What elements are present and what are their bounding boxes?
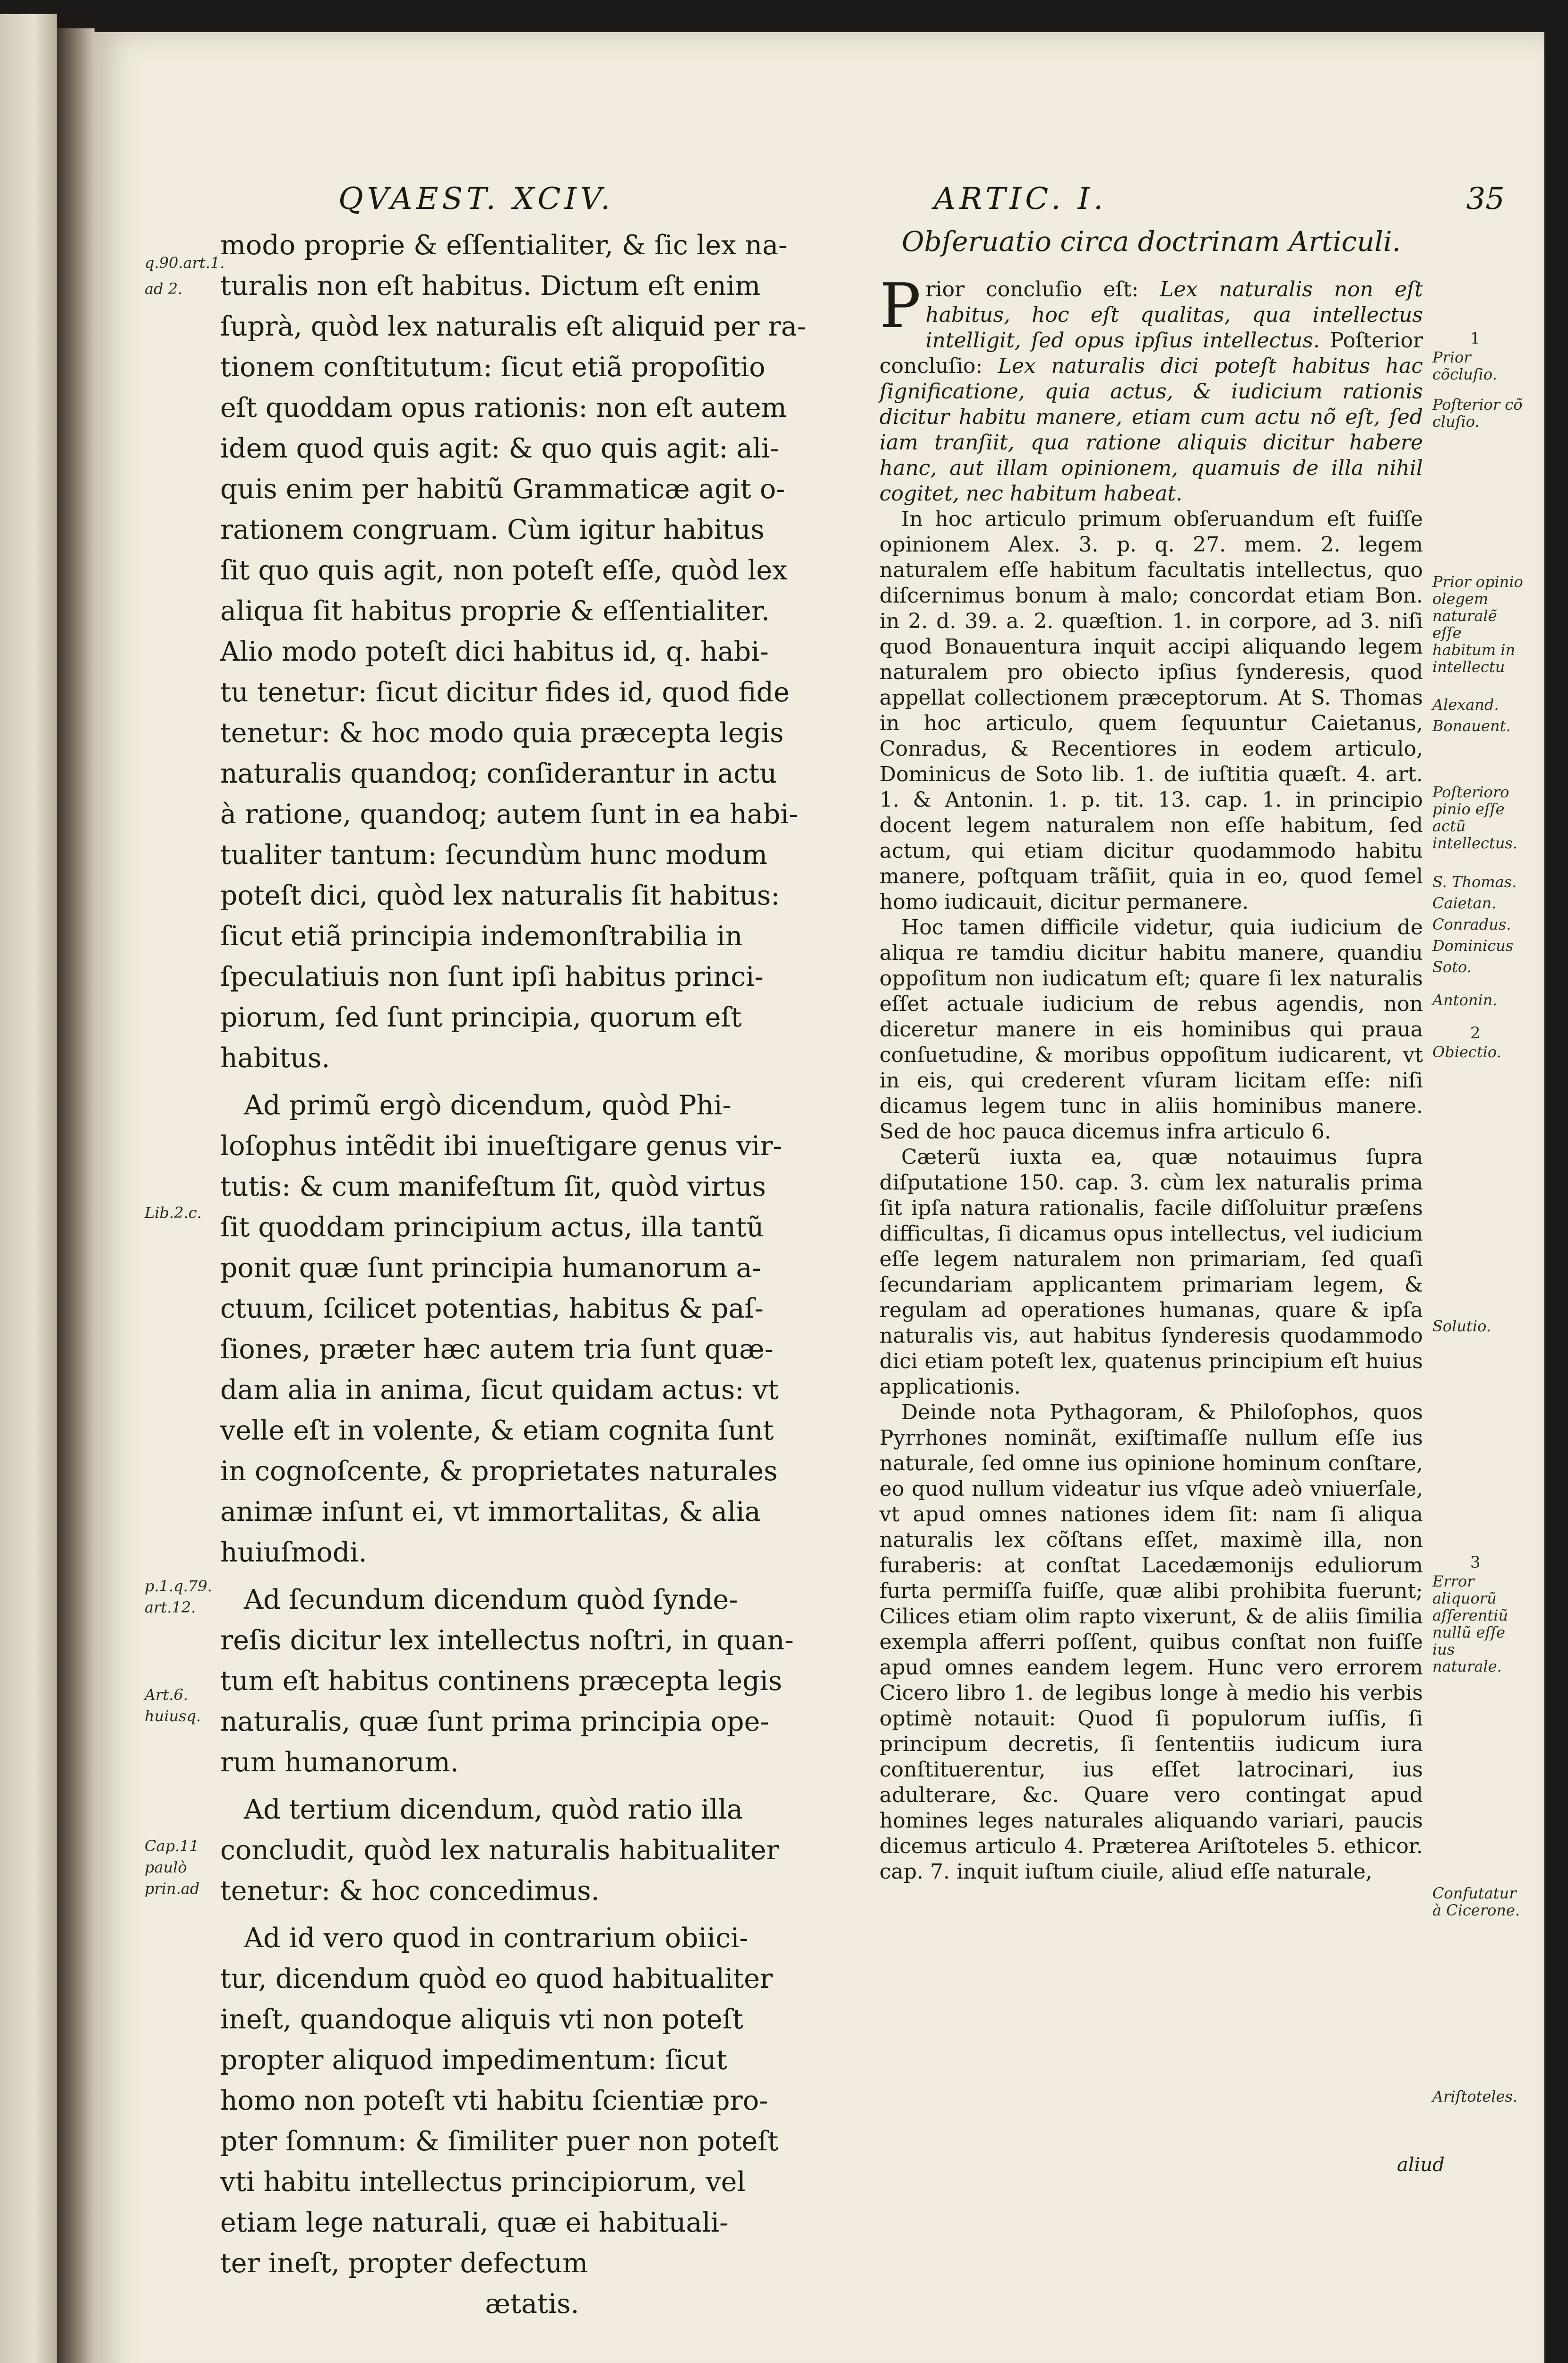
right-margin-note: Prior cõcluſio. — [1432, 348, 1497, 383]
left-text-line: naturalis quandoq; conſiderantur in actu — [220, 758, 777, 789]
previous-page-edge — [0, 14, 57, 2363]
observation-paragraph: In hoc articulo primum obſeruandum eſt fuiſſe opinionem Alex. 3. p. q. 27. mem. 2. legem naturalem eſſe habitum facultatis intellectus, quo diſcernimus bonum à malo; concordat etiam Bon. in 2. d. 39. a. 2. quæſtion. 1. in corpore, ad 3. niſi quod Bonauentura inquit accipi aliquando legem naturalem pro obiecto ipſius ſynderesis, quod appellat collectionem præceptorum. At S. Thomas in hoc articulo, quem ſequuntur Caietanus, Conradus, & Recentiores in eodem articulo, Dominicus de Soto lib. 1. de iuſtitia quæſt. 4. art. 1. & Antonin. 1. p. tit. 13. cap. 1. in principio docent legem naturalem non eſſe habitum, ſed actum, qui etiam dicitur quodammodo habitu manere, poſtquam trãſiit, quia in eo, quod ſemel homo iudicauit, dicitur permanere. — [879, 507, 1423, 914]
drop-cap-initial: P — [879, 270, 921, 342]
left-text-line: etiam lege naturali, quæ ei habituali- — [220, 2207, 729, 2238]
left-text-line: ſpeculatiuis non ſunt ipſi habitus princi- — [220, 961, 764, 992]
left-text-line: Ad primũ ergò dicendum, quòd Phi- — [244, 1090, 732, 1121]
left-text-line: ſicut etiã principia indemonſtrabilia in — [220, 921, 743, 952]
left-text-line: dam alia in anima, ſicut quidam actus: vt — [220, 1374, 779, 1406]
left-text-line: velle eſt in volente, & etiam cognita ſunt — [220, 1415, 774, 1446]
right-margin-note: 1 — [1470, 329, 1481, 348]
left-text-line: tum eſt habitus continens præcepta legis — [220, 1665, 783, 1697]
left-text-line: turalis non eſt habitus. Dictum eſt enim — [220, 270, 761, 302]
left-text-line: reſis dicitur lex intellectus noſtri, in quan- — [220, 1625, 794, 1656]
left-text-line: Ad id vero quod in contrarium obiici- — [244, 1923, 749, 1954]
observation-paragraphs — [879, 507, 1423, 1885]
running-head-right: ARTIC. I. — [934, 181, 1107, 216]
left-margin-note: p.1.q.79. — [145, 1577, 212, 1595]
right-margin-note: Prior opinio olegem naturalẽ eſſe habitum in intellectu — [1432, 573, 1523, 676]
left-text-line: Ad tertium dicendum, quòd ratio illa — [244, 1794, 743, 1825]
left-text-line: ſit quoddam principium actus, illa tantũ — [220, 1212, 764, 1243]
left-text-line: piorum, ſed ſunt principia, quorum eſt — [220, 1002, 742, 1033]
right-margin-note: 2 — [1470, 1024, 1481, 1043]
running-head-left: QVAEST. XCIV. — [338, 181, 614, 216]
left-margin-note: art.12. — [145, 1598, 196, 1616]
left-text-line: rum humanorum. — [220, 1747, 459, 1778]
left-final-word: ætatis. — [485, 2288, 579, 2320]
left-text-line: à ratione, quandoq; autem ſunt in ea habi- — [220, 799, 798, 830]
left-text-line: ineſt, quandoque aliquis vti non poteſt — [220, 2004, 743, 2035]
left-paragraph — [220, 1789, 844, 1911]
left-text-line: propter aliquod impedimentum: ſicut — [220, 2044, 727, 2076]
folio-number: 35 — [1466, 181, 1505, 216]
left-text-line: ſiones, præter hæc autem tria ſunt quæ- — [220, 1334, 774, 1365]
observation-title: Obſeruatio circa doctrinam Articuli. — [902, 225, 1401, 258]
left-text-line: in cognoſcente, & proprietates naturales — [220, 1456, 778, 1487]
left-text-line: pter ſomnum: & ſimiliter puer non poteſt — [220, 2126, 779, 2157]
left-text-line: tutis: & cum manifeſtum ſit, quòd virtus — [220, 1171, 766, 1202]
observation-intro: Prior concluſio eſt: Lex naturalis non eſt habitus, hoc eſt qualitas, qua intellectus intelligit, ſed opus ipſius intellectus. Poſterior concluſio: Lex naturalis dici poteſt habitus hac ſignificatione, quia actus, & iudicium rationis dicitur habitu manere, etiam cum actu nõ eſt, ſed iam tranſiit, qua ratione aliquis dicitur habere hanc, aut illam opinionem, quamuis de illa nihil cogitet, nec habitum habeat. — [879, 270, 1423, 506]
left-paragraph — [220, 1918, 844, 2284]
left-text-line: aliqua ſit habitus proprie & eſſentialiter. — [220, 595, 770, 627]
book-gutter — [57, 28, 95, 2363]
right-margin-note: Poſterior cõ cluſio. — [1432, 396, 1523, 431]
left-margin-note: prin.ad — [145, 1880, 200, 1897]
left-text-line: ponit quæ ſunt principia humanorum a- — [220, 1252, 761, 1284]
left-text-line: naturalis, quæ ſunt prima principia ope- — [220, 1706, 769, 1737]
left-responses — [220, 1085, 844, 2284]
observation-paragraph: Deinde nota Pythagoram, & Philoſophos, quos Pyrrhones nominãt, exiſtimaſſe nullum eſſe ius naturale, ſed omne ius opinione hominum conſtare, eo quod nullum videatur ius vſque adeò vniuerſale, vt apud omnes nationes idem ſit: nam ſi aliqua naturalis lex cõſtans eſſet, maximè illa, non furaberis: at conſtat Lacedæmonijs eduliorum furta permiſſa fuiſſe, quæ alibi prohibita fuerunt; Cilices etiam olim rapto vixerunt, & de aliis ſimilia exempla afferri poſſent, quibus conſtat non fuiſſe apud omnes eandem legem. Hunc vero errorem Cicero libro 1. de legibus longe à medio his verbis optimè notauit: Quod ſi populorum iuſſis, ſi principum decretis, ſi ſententiis iudicum iura conſtituerentur, ius eſſet latrocinari, ius adulterare, &c. Quare vero contingat apud homines leges naturales aliquando variari, paucis dicemus articulo 4. Præterea Ariſtoteles 5. ethicor. cap. 7. inquit iuſtum ciuile, aliud eſſe naturale, — [879, 1400, 1423, 1884]
right-margin-note: Bonauent. — [1432, 717, 1511, 735]
right-margin-note: Obiectio. — [1432, 1043, 1501, 1061]
left-text-line: animæ inſunt ei, vt immortalitas, & alia — [220, 1496, 761, 1527]
right-margin-notes — [1432, 316, 1527, 2348]
left-margin-note: Lib.2.c. — [145, 1204, 202, 1222]
left-text-line: poteſt dici, quòd lex naturalis ſit habitus: — [220, 880, 780, 911]
right-margin-note: Ariſtoteles. — [1432, 2087, 1518, 2105]
right-margin-note: Error aliquorũ aſſerentiũ nullũ eſſe ius naturale. — [1432, 1572, 1508, 1675]
left-text-line: habitus. — [220, 1043, 330, 1074]
right-margin-note: Confutatur à Cicerone. — [1432, 1884, 1520, 1919]
left-text-line: tenetur: & hoc concedimus. — [220, 1875, 600, 1906]
left-text-line: vti habitu intellectus principiorum, vel — [220, 2166, 746, 2198]
left-text-column — [220, 225, 844, 2324]
left-text-line: tenetur: & hoc modo quia præcepta legis — [220, 717, 784, 749]
left-text-line: modo proprie & eſſentialiter, & ſic lex na- — [220, 230, 788, 261]
right-margin-note: Alexand. — [1432, 696, 1499, 714]
right-margin-note: Conradus. — [1432, 915, 1511, 933]
left-margin-note: Cap.11 — [145, 1837, 199, 1855]
observation-paragraph: Cæterũ iuxta ea, quæ notauimus ſupra diſputatione 150. cap. 3. cùm lex naturalis prima ſit ipſa natura rationalis, facile diſſoluitur præſens difficultas, ſi dicamus opus intellectus, vel iudicium eſſe legem naturalem non primariam, ſed quaſi ſecundariam applicantem primariam legem, & regulam ad operationes humanas, quare & ipſa naturalis vis, aut habitus ſynderesis quodammodo dici etiam poteſt lex, quatenus principium eſt huius applicationis. — [879, 1145, 1423, 1399]
left-text-line: ſuprà, quòd lex naturalis eſt aliquid per ra- — [220, 311, 806, 342]
left-margin-note: q.90.art.1. — [145, 254, 225, 272]
right-text-column — [879, 225, 1423, 1885]
right-margin-note: Solutio. — [1432, 1317, 1491, 1335]
left-text-line: tu tenetur: ſicut dicitur fides id, quod fide — [220, 677, 790, 708]
left-text-line: huiuſmodi. — [220, 1537, 367, 1568]
catchword: aliud — [1397, 2154, 1445, 2176]
left-margin-note: ad 2. — [145, 280, 183, 298]
left-text-line: quis enim per habitũ Grammaticæ agit o- — [220, 474, 785, 505]
right-margin-note: Poſterioro pinio eſſe actũ intellectus. — [1432, 783, 1518, 852]
left-margin-note: paulò — [145, 1858, 187, 1876]
left-text-line: ctuum, ſcilicet potentias, habitus & paſ- — [220, 1293, 764, 1324]
left-text-line: concludit, quòd lex naturalis habitualiter — [220, 1835, 779, 1866]
right-margin-note: Antonin. — [1432, 991, 1498, 1009]
left-paragraph — [220, 1579, 844, 1783]
left-text-line: idem quod quis agit: & quo quis agit: ali- — [220, 433, 779, 464]
left-text-line: rationem congruam. Cùm igitur habitus — [220, 514, 765, 545]
right-margin-note: Caietan. — [1432, 894, 1497, 912]
left-text-line: ſit quo quis agit, non poteſt eſſe, quòd lex — [220, 555, 788, 586]
left-text-line: tionem conſtitutum: ſicut etiã propoſitio — [220, 352, 766, 383]
left-text-line: tualiter tantum: ſecundùm hunc modum — [220, 839, 767, 871]
right-margin-note: 3 — [1470, 1553, 1481, 1572]
left-margin-note: huiusq. — [145, 1707, 201, 1725]
observation-paragraph: Hoc tamen difficile videtur, quia iudicium de aliqua re tamdiu dicitur habitu manere, quandiu oppoſitum non iudicatum eſt; quare ſi lex naturalis eſſet actuale iudicium de rebus agendis, non diceretur manere in eis hominibus qui praua conſuetudine, & moribus oppoſitum iudicarent, vt in eis, qui crederent vſuram licitam eſſe: niſi dicamus legem tunc in aliis hominibus manere. Sed de hoc pauca dicemus infra articulo 6. — [879, 915, 1423, 1144]
right-margin-note: S. Thomas. — [1432, 873, 1517, 891]
left-margin-note: Art.6. — [145, 1686, 188, 1704]
left-paragraph — [220, 1085, 844, 1573]
left-text-line: tur, dicendum quòd eo quod habitualiter — [220, 1963, 773, 1994]
left-text-line: homo non poteſt vti habitu ſcientiæ pro- — [220, 2085, 768, 2116]
left-text-line: loſophus intẽdit ibi inueſtigare genus vir- — [220, 1130, 782, 1162]
left-text-line: eſt quoddam opus rationis: non eſt autem — [220, 392, 787, 423]
left-text-line: ter ineſt, propter defectum — [220, 2248, 588, 2279]
right-margin-note: Dominicus — [1432, 937, 1514, 955]
book-page — [93, 32, 1544, 2363]
right-margin-note: Soto. — [1432, 958, 1472, 976]
left-text-line: Ad ſecundum dicendum quòd ſynde- — [244, 1584, 738, 1615]
left-opening-text — [220, 225, 844, 1078]
left-text-line: Alio modo poteſt dici habitus id, q. habi- — [220, 636, 769, 667]
